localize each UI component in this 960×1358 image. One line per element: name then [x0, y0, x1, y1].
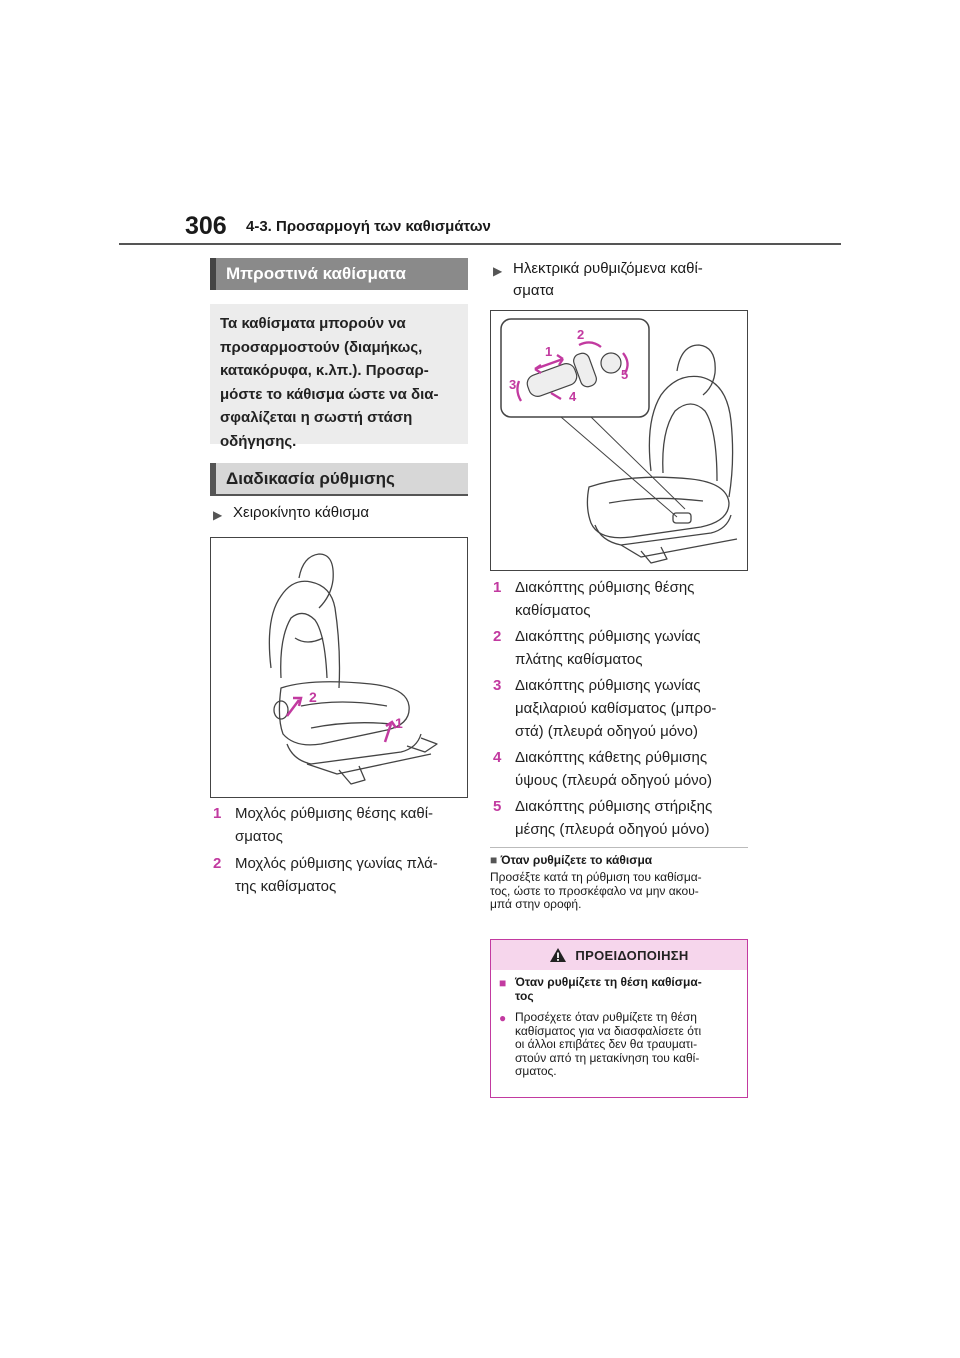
callout-2: 2 — [309, 689, 317, 705]
legend-number: 3 — [493, 677, 502, 694]
note-line: Προσέξτε κατά τη ρύθμιση του καθίσμα- — [490, 870, 702, 884]
intro-line: σφαλίζεται η σωστή στάση — [220, 409, 413, 426]
callout-5: 5 — [621, 367, 629, 382]
intro-box — [210, 304, 468, 450]
intro-line: οδήγησης. — [220, 432, 297, 450]
intro-line: μόστε το κάθισμα ώστε να δια- — [220, 385, 439, 403]
circle-bullet-icon: ● — [499, 1011, 507, 1025]
callout-1: 1 — [395, 715, 403, 731]
manual-seat-heading — [213, 502, 369, 526]
manual-seat-illustration — [211, 538, 467, 797]
legend-item — [213, 802, 469, 848]
legend-number: 4 — [493, 749, 502, 766]
power-seat-legend — [493, 576, 751, 841]
warning-line: σματος. — [515, 1064, 557, 1078]
note-heading-text: Όταν ρυθμίζετε το κάθισμα — [500, 853, 653, 867]
legend-item — [493, 625, 751, 671]
legend-number: 2 — [493, 628, 502, 645]
legend-text: Διακόπτης ρύθμισης θέσης — [515, 579, 695, 596]
page-number: 306 — [185, 212, 227, 240]
legend-text: στά) (πλευρά οδηγού μόνο) — [515, 723, 698, 740]
callout-2: 2 — [577, 327, 585, 342]
legend-text: Μοχλός ρύθμισης θέσης καθί- — [235, 805, 434, 822]
section-title-procedure — [210, 463, 468, 495]
legend-number: 1 — [213, 805, 222, 822]
warning-line: Προσέχετε όταν ρυθμίζετε τη θέση — [515, 1010, 697, 1024]
header-divider — [119, 243, 841, 245]
manual-seat-legend — [213, 802, 469, 898]
power-seat-label: σματα — [513, 282, 554, 299]
square-bullet-icon: ■ — [499, 976, 507, 990]
callout-4: 4 — [569, 389, 577, 404]
callout-3: 3 — [509, 377, 517, 392]
legend-item — [493, 674, 751, 743]
legend-text: Διακόπτης ρύθμισης στήριξης — [515, 798, 713, 815]
procedure-title-text: Διαδικασία ρύθμισης — [226, 469, 395, 488]
legend-text: Διακόπτης ρύθμισης γωνίας — [515, 677, 701, 694]
legend-number: 2 — [213, 855, 222, 872]
legend-item — [493, 576, 751, 622]
section-title-front-seats — [210, 258, 468, 290]
warning-header — [491, 940, 747, 970]
chapter-title: 4-3. Προσαρμογή των καθισμάτων — [246, 218, 491, 235]
note-body — [490, 871, 752, 912]
square-bullet-icon: ■ — [490, 853, 498, 867]
warning-triangle-icon — [549, 947, 567, 963]
note-line: μπά στην οροφή. — [490, 897, 582, 911]
triangle-bullet-icon: ▶ — [213, 508, 223, 522]
legend-text: καθίσματος — [515, 602, 591, 619]
legend-number: 1 — [493, 579, 502, 596]
power-seat-heading — [493, 258, 703, 302]
manual-seat-figure — [210, 537, 468, 798]
note-heading — [490, 853, 652, 867]
power-seat-figure — [490, 310, 748, 571]
intro-line: προσαρμοστούν (διαμήκως, — [220, 338, 423, 356]
warning-line: οι άλλοι επιβάτες δεν θα τραυματι- — [515, 1037, 698, 1051]
warning-subheading — [491, 970, 747, 1003]
legend-item — [493, 746, 751, 792]
legend-text: Μοχλός ρύθμισης γωνίας πλά- — [235, 855, 438, 872]
procedure-divider — [210, 494, 468, 496]
legend-text: Διακόπτης κάθετης ρύθμισης — [515, 749, 708, 766]
warning-box — [490, 939, 748, 1098]
power-seat-illustration — [491, 311, 747, 570]
callout-1: 1 — [545, 344, 553, 359]
warning-sub-line: Όταν ρυθμίζετε τη θέση καθίσμα- — [515, 975, 702, 989]
warning-sub-line: τος — [515, 988, 534, 1003]
warning-title: ΠΡΟΕΙΔΟΠΟΙΗΣΗ — [575, 947, 689, 963]
legend-text: της καθίσματος — [235, 878, 337, 895]
legend-number: 5 — [493, 798, 502, 815]
warning-body — [491, 1003, 747, 1079]
power-seat-label: Ηλεκτρικά ρυθμιζόμενα καθί- — [513, 260, 703, 277]
legend-text: μέσης (πλευρά οδηγού μόνο) — [515, 821, 710, 838]
legend-text: σματος — [235, 828, 283, 845]
intro-line: Τα καθίσματα μπορούν να — [220, 315, 406, 332]
manual-seat-label: Χειροκίνητο κάθισμα — [233, 504, 370, 521]
legend-item — [493, 795, 751, 841]
legend-text: Διακόπτης ρύθμισης γωνίας — [515, 628, 701, 645]
legend-text: μαξιλαριού καθίσματος (μπρο- — [515, 700, 717, 717]
legend-text: πλάτης καθίσματος — [515, 651, 643, 668]
note-line: τος, ώστε το προσκέφαλο να μην ακου- — [490, 883, 699, 898]
warning-line: στούν από τη μετακίνηση του καθί- — [515, 1050, 700, 1065]
legend-item — [213, 852, 469, 898]
section-title-text: Μπροστινά καθίσματα — [226, 264, 406, 283]
warning-line: καθίσματος για να διασφαλίσετε ότι — [515, 1023, 702, 1038]
note-divider — [490, 847, 748, 848]
legend-text: ύψους (πλευρά οδηγού μόνο) — [515, 772, 713, 789]
triangle-bullet-icon: ▶ — [493, 264, 503, 278]
intro-line: κατακόρυφα, κ.λπ.). Προσαρ- — [220, 362, 429, 379]
